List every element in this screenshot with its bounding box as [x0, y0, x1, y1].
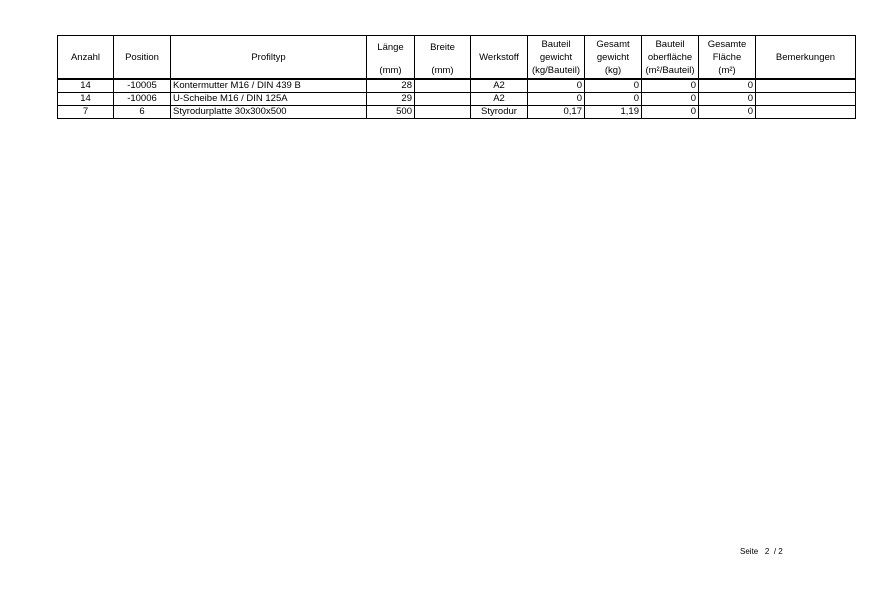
page-separator: / — [773, 547, 777, 556]
cell-bauteilgewicht: 0 — [528, 79, 585, 93]
header-bauteiloberflaeche-l1: Bauteil — [655, 38, 685, 50]
table-header-row — [58, 36, 856, 80]
cell-bauteilgewicht: 0,17 — [528, 106, 585, 119]
cell-anzahl: 14 — [58, 79, 114, 93]
cell-bauteiloberflaeche: 0 — [642, 106, 699, 119]
header-gesamteflaeche — [699, 36, 756, 80]
cell-gesamteflaeche: 0 — [699, 93, 756, 106]
cell-breite — [415, 93, 471, 106]
cell-werkstoff: A2 — [471, 93, 528, 106]
header-bemerkungen: Bemerkungen — [756, 36, 856, 80]
header-gesamtgewicht-unit: (kg) — [604, 64, 622, 76]
page-total: 2 — [778, 547, 783, 556]
table-row — [58, 93, 856, 106]
header-gesamtgewicht-l1: Gesamt — [596, 38, 630, 50]
header-gesamteflaeche-l2: Fläche — [712, 51, 742, 63]
cell-gesamtgewicht: 0 — [585, 93, 642, 106]
header-bauteilgewicht-l1: Bauteil — [541, 38, 571, 50]
page-label: Seite — [740, 547, 759, 556]
cell-laenge: 500 — [367, 106, 415, 119]
cell-gesamtgewicht: 1,19 — [585, 106, 642, 119]
header-bauteiloberflaeche-l2: oberfläche — [647, 51, 693, 63]
header-werkstoff: Werkstoff — [471, 36, 528, 80]
header-laenge-unit: (mm) — [379, 65, 402, 76]
header-bauteiloberflaeche — [642, 36, 699, 80]
cell-profiltyp: Styrodurplatte 30x300x500 — [171, 106, 367, 119]
header-breite — [415, 36, 471, 80]
header-gesamteflaeche-unit: (m²) — [718, 64, 736, 76]
header-position: Position — [114, 36, 171, 80]
table-row — [58, 79, 856, 93]
cell-laenge: 28 — [367, 79, 415, 93]
cell-anzahl: 7 — [58, 106, 114, 119]
cell-laenge: 29 — [367, 93, 415, 106]
cell-bauteiloberflaeche: 0 — [642, 79, 699, 93]
cell-position: -10006 — [114, 93, 171, 106]
table-row — [58, 106, 856, 119]
page-current: 2 — [764, 547, 770, 556]
header-breite-label: Breite — [430, 42, 455, 53]
header-profiltyp: Profiltyp — [171, 36, 367, 80]
cell-anzahl: 14 — [58, 93, 114, 106]
cell-gesamtgewicht: 0 — [585, 79, 642, 93]
header-bauteilgewicht-l2: gewicht — [539, 51, 573, 63]
header-laenge-label: Länge — [377, 42, 404, 53]
header-gesamteflaeche-l1: Gesamte — [707, 38, 747, 50]
cell-position: -10005 — [114, 79, 171, 93]
cell-bemerkungen — [756, 106, 856, 119]
header-gesamtgewicht — [585, 36, 642, 80]
cell-gesamteflaeche: 0 — [699, 79, 756, 93]
header-bauteiloberflaeche-unit: (m²/Bauteil) — [645, 64, 695, 76]
header-gesamtgewicht-l2: gewicht — [596, 51, 630, 63]
header-anzahl: Anzahl — [58, 36, 114, 80]
cell-profiltyp: Kontermutter M16 / DIN 439 B — [171, 79, 367, 93]
cell-werkstoff: A2 — [471, 79, 528, 93]
cell-gesamteflaeche: 0 — [699, 106, 756, 119]
cell-werkstoff: Styrodur — [471, 106, 528, 119]
cell-bauteilgewicht: 0 — [528, 93, 585, 106]
header-breite-unit: (mm) — [431, 65, 454, 76]
page-number — [740, 547, 783, 556]
cell-breite — [415, 106, 471, 119]
cell-bemerkungen — [756, 93, 856, 106]
cell-breite — [415, 79, 471, 93]
parts-list-table — [57, 35, 856, 119]
cell-bauteiloberflaeche: 0 — [642, 93, 699, 106]
header-laenge — [367, 36, 415, 80]
header-bauteilgewicht — [528, 36, 585, 80]
cell-position: 6 — [114, 106, 171, 119]
header-bauteilgewicht-unit: (kg/Bauteil) — [531, 64, 581, 76]
cell-profiltyp: U-Scheibe M16 / DIN 125A — [171, 93, 367, 106]
cell-bemerkungen — [756, 79, 856, 93]
